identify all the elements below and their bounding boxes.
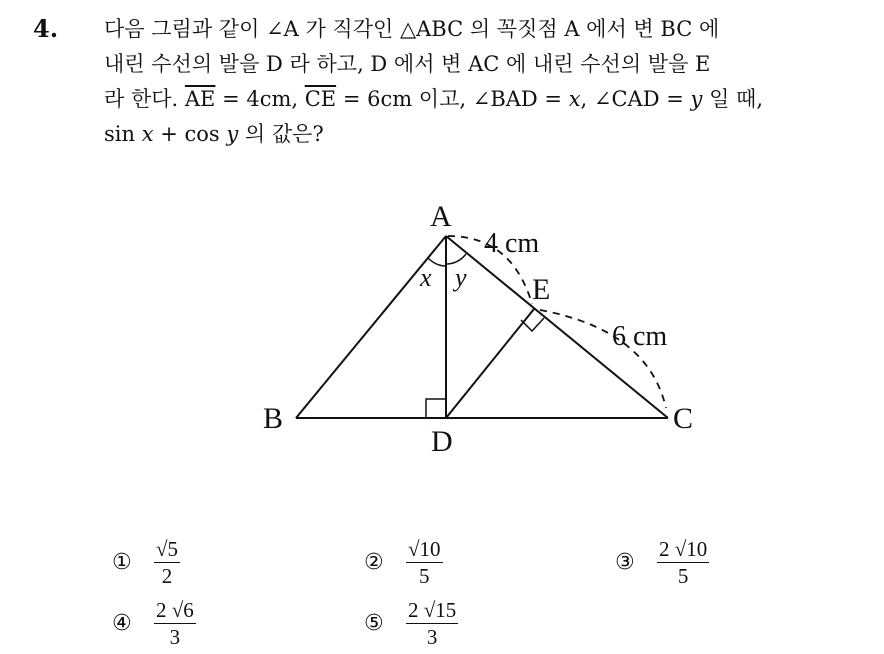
choice-marker-5: ⑤ — [364, 611, 384, 636]
choice-numerator-1: √5 — [156, 537, 179, 561]
question-number: 4. — [33, 14, 59, 43]
vertex-label-b: B — [263, 402, 284, 435]
variable-x-2: x — [141, 122, 154, 146]
vertex-label-c: C — [673, 402, 694, 435]
choice-5[interactable] — [364, 598, 458, 649]
choice-2[interactable] — [364, 537, 443, 588]
choice-fraction-3 — [657, 537, 709, 588]
question-line-1: 다음 그림과 같이 ∠A 가 직각인 △ABC 의 꼭짓점 A 에서 변 BC 에 — [104, 17, 720, 41]
choice-marker-3: ③ — [615, 550, 635, 575]
choice-4[interactable] — [112, 598, 196, 649]
choice-fraction-1 — [154, 537, 180, 588]
segment-ae-value: = 4cm, — [215, 87, 305, 111]
choice-numerator-5: 2 √15 — [408, 598, 457, 622]
vertex-label-a: A — [430, 200, 452, 233]
variable-y-2: y — [226, 122, 239, 146]
choice-numerator-2: √10 — [408, 537, 441, 561]
choice-denominator-2: 5 — [419, 564, 430, 588]
variable-x: x — [568, 87, 581, 111]
vertex-label-d: D — [431, 425, 453, 458]
right-angle-mark-d — [426, 399, 446, 418]
choice-marker-4: ④ — [112, 611, 132, 636]
choice-fraction-2 — [406, 537, 443, 588]
question-line-2: 내린 수선의 발을 D 라 하고, D 에서 변 AC 에 내린 수선의 발을 E — [104, 52, 711, 76]
question-line-4-post: 의 값은? — [238, 122, 324, 146]
choice-1[interactable] — [112, 537, 180, 588]
question-line-3-pre: 라 한다. — [104, 87, 185, 111]
segment-de — [446, 309, 534, 418]
length-label-ae: 4 cm — [484, 228, 540, 259]
vertex-label-e: E — [532, 273, 551, 306]
choice-fraction-5 — [406, 598, 458, 649]
choice-numerator-3: 2 √10 — [659, 537, 708, 561]
choice-3[interactable] — [615, 537, 709, 588]
angle-label-x: x — [420, 263, 432, 292]
choice-marker-1: ① — [112, 550, 132, 575]
choice-denominator-4: 3 — [169, 625, 181, 649]
choice-denominator-1: 2 — [161, 564, 173, 588]
question-line-3-mid: , ∠CAD = — [580, 87, 691, 111]
choice-denominator-5: 3 — [426, 625, 438, 649]
choice-denominator-3: 5 — [677, 564, 689, 588]
question-line-4-mid: + cos — [153, 122, 227, 146]
question-line-3-post: 일 때, — [702, 87, 763, 111]
segment-ce-label: $\overline{CE}$ — [304, 87, 337, 111]
choice-fraction-4 — [154, 598, 196, 649]
question-line-4-pre: sin — [104, 122, 142, 146]
length-label-ce: 6 cm — [612, 321, 668, 352]
segment-ae-label: $\overline{AE}$ — [184, 87, 216, 111]
segment-ce-value: = 6cm 이고, ∠BAD = — [336, 87, 569, 111]
choice-numerator-4: 2 √6 — [156, 598, 194, 622]
angle-label-y: y — [455, 263, 467, 292]
choice-marker-2: ② — [364, 550, 384, 575]
variable-y: y — [690, 87, 703, 111]
